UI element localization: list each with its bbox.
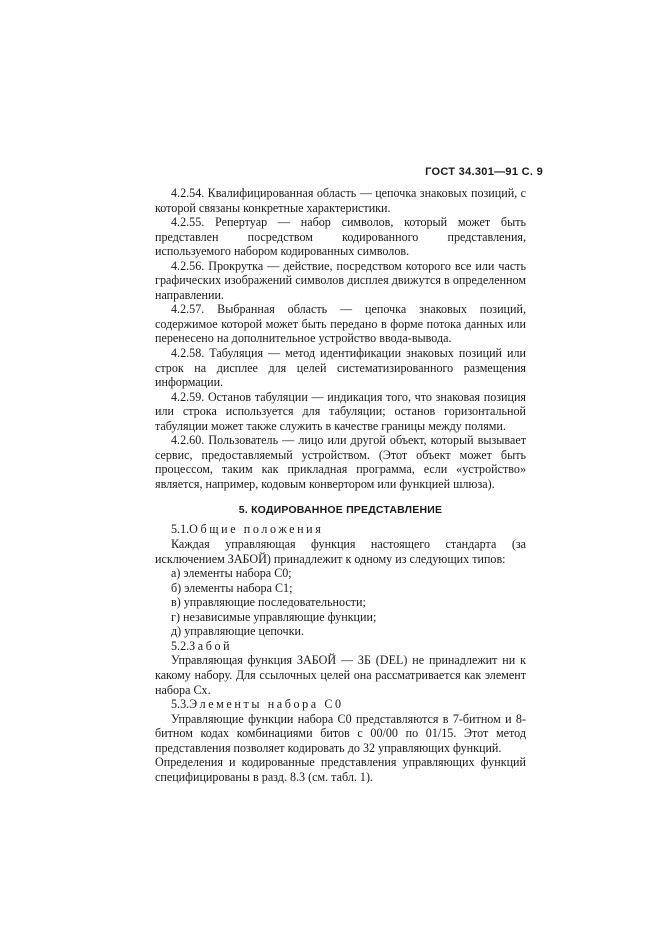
- page-header: ГОСТ 34.301—91 С. 9: [425, 166, 543, 178]
- definition-4-2-57: 4.2.57. Выбранная область — цепочка знаковых позиций, содержимое которой может быть передано в форме потока данных или перенесено на дополнительное устройство ввода-вывода.: [155, 302, 526, 346]
- list-item: б) элементы набора С1;: [171, 580, 293, 595]
- definition-4-2-59: 4.2.59. Останов табуляции — индикация того, что знаковая позиция или строка используется для табуляции; останов горизонтальной табуляции может также служить в качестве границы между полями.: [155, 389, 526, 433]
- list-item: а) элементы набора С0;: [171, 566, 292, 581]
- subsection-number: 5.1.: [171, 522, 190, 537]
- subsection-5-1-heading: [155, 522, 526, 537]
- subsection-5-3-text-2: Определения и кодированные представления управляющих функций специфицированы в разд. 8.3 (см. табл. 1).: [155, 755, 526, 784]
- definition-4-2-54: 4.2.54. Квалифицированная область — цепочка знаковых позиций, с которой связаны конкретные характеристики.: [155, 186, 526, 215]
- definition-4-2-56: 4.2.56. Прокрутка — действие, посредством которого все или часть графических изображений символов дисплея движутся в определенном направлении.: [155, 258, 526, 302]
- section-5-title: 5. КОДИРОВАННОЕ ПРЕДСТАВЛЕНИЕ: [238, 504, 443, 517]
- subsection-title: Забой: [189, 638, 233, 653]
- subsection-5-2-heading: [155, 639, 526, 654]
- list-item: в) управляющие последовательности;: [171, 595, 366, 610]
- subsection-5-2-text: Управляющая функция ЗАБОЙ — ЗБ (DEL) не принадлежит ни к какому набору. Для ссылочных целей она рассматривается как элемент набора Сх.: [155, 653, 526, 697]
- list-item: д) управляющие цепочки.: [171, 624, 304, 639]
- document-body: [155, 186, 526, 784]
- definition-4-2-55: 4.2.55. Репертуар — набор символов, который может быть представлен посредством кодированного представления, используемого набором кодированных символов.: [155, 215, 526, 259]
- subsection-5-1-text: Каждая управляющая функция настоящего стандарта (за исключением ЗАБОЙ) принадлежит к одному из следующих типов:: [155, 537, 526, 566]
- subsection-title: Общие положения: [189, 522, 324, 537]
- definition-4-2-58: 4.2.58. Табуляция — метод идентификации знаковых позиций или строк на дисплее для целей систематизированного размещения информации.: [155, 346, 526, 390]
- subsection-number: 5.3.: [171, 697, 190, 712]
- subsection-title: Элементы набора С0: [189, 697, 344, 712]
- subsection-5-3-heading: [155, 697, 526, 712]
- subsection-5-3-text: Управляющие функции набора С0 представляются в 7-битном и 8-битном кодах комбинациями битов с 00/00 по 01/15. Этот метод представления позволяет кодировать до 32 управляющих функций.: [155, 711, 526, 755]
- subsection-number: 5.2.: [171, 638, 190, 653]
- list-item: г) независимые управляющие функции;: [171, 609, 377, 624]
- definition-4-2-60: 4.2.60. Пользователь — лицо или другой объект, который вызывает сервис, предоставляемый устройством. (Этот объект может быть процессом, таким как прикладная программа, если «устройство» является, например, кодовым конвертором или функцией шлюза).: [155, 433, 526, 491]
